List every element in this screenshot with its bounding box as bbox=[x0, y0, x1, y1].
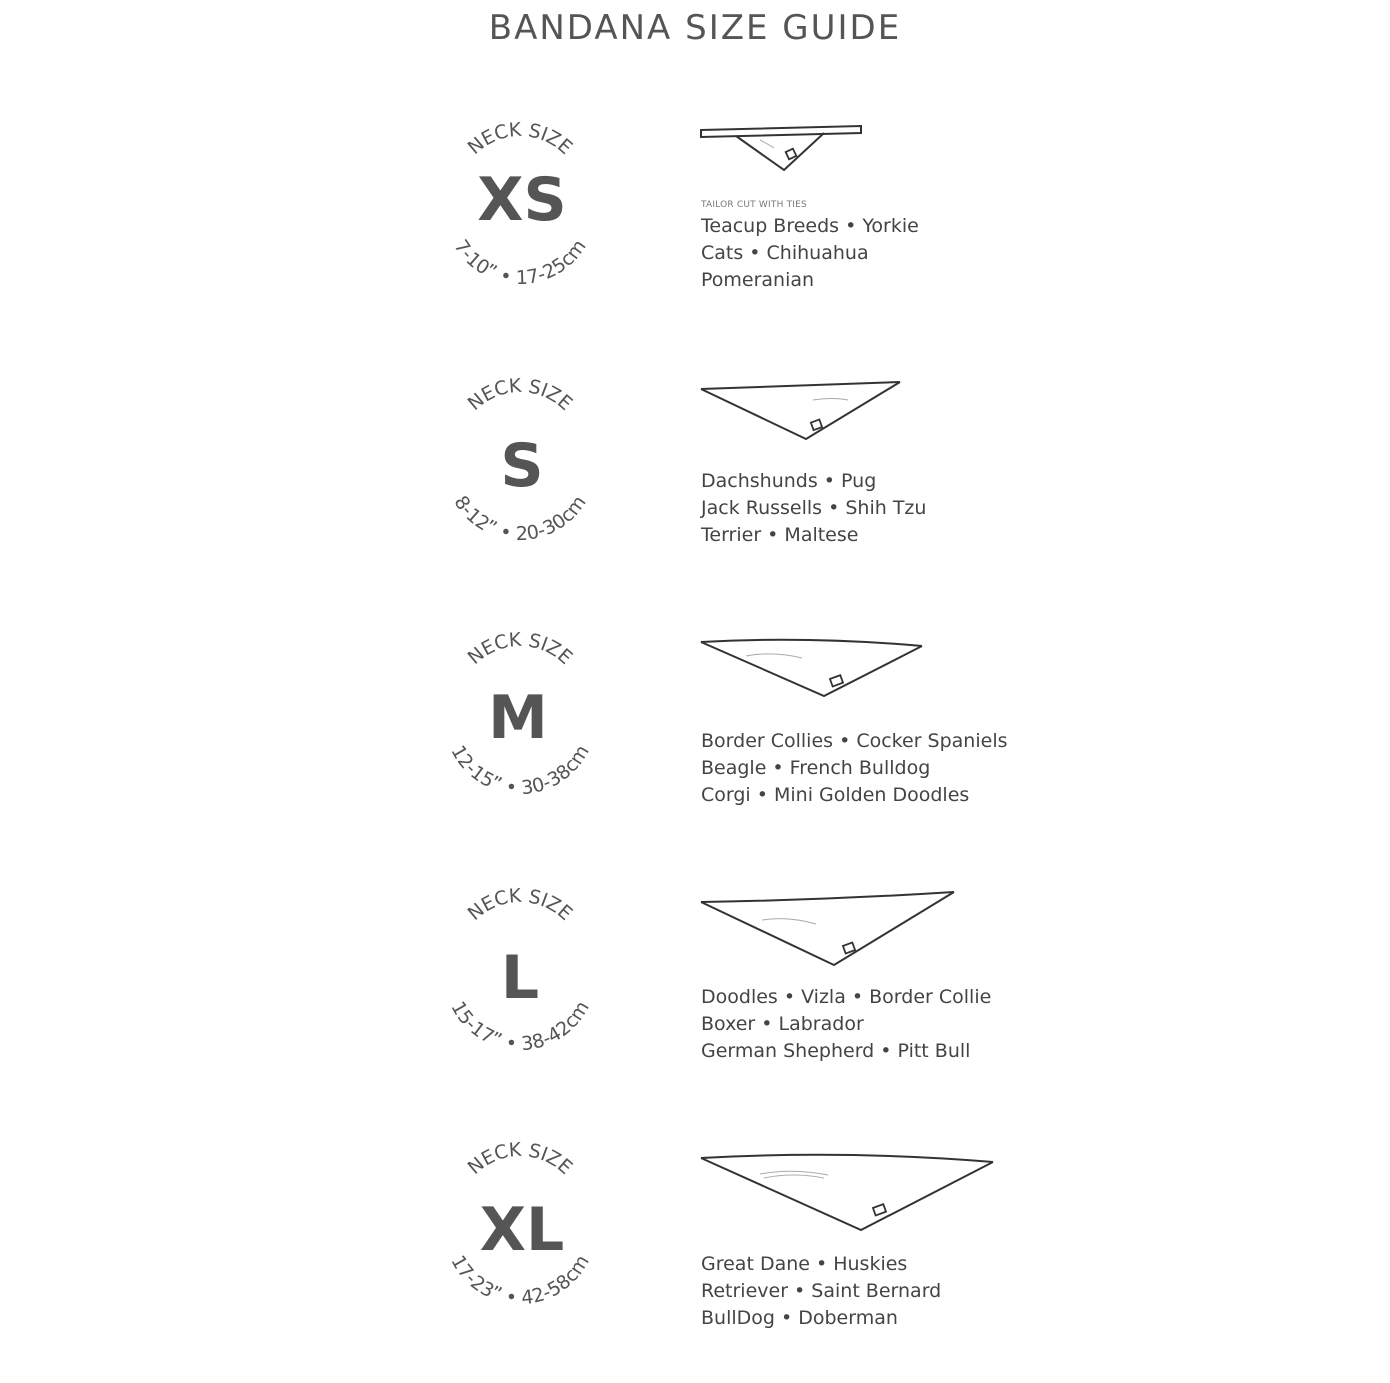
neck-size-badge bbox=[430, 1128, 610, 1308]
breed-line: Dachshunds • Pug bbox=[701, 470, 877, 492]
breed-line: Cats • Chihuahua bbox=[701, 242, 869, 264]
size-row-s bbox=[0, 364, 1390, 619]
breed-line: Retriever • Saint Bernard bbox=[701, 1280, 942, 1302]
breed-line: German Shepherd • Pitt Bull bbox=[701, 1040, 971, 1062]
size-letter: M bbox=[488, 683, 548, 753]
breed-line: Doodles • Vizla • Border Collie bbox=[701, 986, 992, 1008]
size-letter: L bbox=[500, 943, 540, 1013]
size-row-xs bbox=[0, 108, 1390, 363]
neck-size-badge bbox=[430, 618, 610, 798]
breed-list bbox=[701, 213, 919, 294]
bandana-illustration bbox=[698, 1128, 998, 1242]
breed-list bbox=[701, 984, 991, 1065]
measurement-range: 17-23” • 42-58cm bbox=[446, 1251, 594, 1310]
neck-size-label: NECK SIZE bbox=[463, 628, 577, 669]
size-letter: XS bbox=[477, 165, 567, 235]
size-letter: XL bbox=[479, 1195, 565, 1265]
neck-size-badge bbox=[430, 108, 610, 288]
breed-line: Teacup Breeds • Yorkie bbox=[701, 215, 919, 237]
breed-line: Pomeranian bbox=[701, 269, 815, 291]
measurement-range: 15-17” • 38-42cm bbox=[446, 997, 594, 1056]
breed-line: Beagle • French Bulldog bbox=[701, 757, 931, 779]
breed-list bbox=[701, 1251, 941, 1332]
size-row-xl bbox=[0, 1128, 1390, 1383]
measurement-range: 12-15” • 30-38cm bbox=[446, 741, 594, 800]
breed-list bbox=[701, 468, 926, 549]
breed-line: Terrier • Maltese bbox=[701, 524, 859, 546]
breed-line: Border Collies • Cocker Spaniels bbox=[701, 730, 1008, 752]
neck-size-label: NECK SIZE bbox=[463, 374, 577, 415]
neck-size-badge bbox=[430, 364, 610, 544]
cut-note: TAILOR CUT WITH TIES bbox=[701, 200, 807, 210]
measurement-range: 7-10” • 17-25cm bbox=[449, 235, 591, 290]
page-title: BANDANA SIZE GUIDE bbox=[488, 8, 902, 48]
bandana-illustration bbox=[698, 874, 963, 973]
neck-size-label: NECK SIZE bbox=[463, 884, 577, 925]
neck-size-badge bbox=[430, 874, 610, 1054]
size-row-m bbox=[0, 618, 1390, 873]
bandana-illustration bbox=[698, 618, 928, 707]
breed-list bbox=[701, 728, 1008, 809]
breed-line: Boxer • Labrador bbox=[701, 1013, 864, 1035]
breed-line: Great Dane • Huskies bbox=[701, 1253, 908, 1275]
measurement-range: 8-12” • 20-30cm bbox=[449, 491, 591, 546]
size-letter: S bbox=[500, 431, 544, 501]
breed-line: Corgi • Mini Golden Doodles bbox=[701, 784, 970, 806]
breed-line: Jack Russells • Shih Tzu bbox=[701, 497, 927, 519]
breed-line: BullDog • Doberman bbox=[701, 1307, 898, 1329]
bandana-illustration bbox=[698, 364, 908, 448]
size-row-l bbox=[0, 874, 1390, 1129]
neck-size-label: NECK SIZE bbox=[463, 118, 577, 159]
neck-size-label: NECK SIZE bbox=[463, 1138, 577, 1179]
bandana-illustration bbox=[698, 108, 868, 182]
